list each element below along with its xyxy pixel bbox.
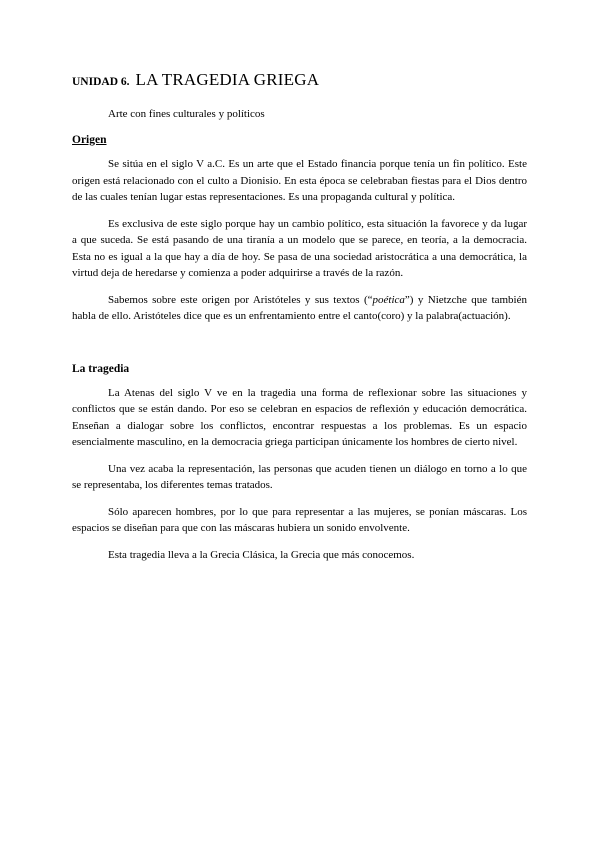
document-page [72, 70, 527, 573]
document-title [72, 70, 527, 90]
unit-title: LA TRAGEDIA GRIEGA [135, 70, 320, 89]
document-subtitle: Arte con fines culturales y políticos [108, 108, 265, 120]
paragraph: Una vez acaba la representación, las personas que acuden tienen un diálogo en torno a lo que se representaba, los diferentes temas tratados. [72, 462, 527, 491]
paragraph-text: ”) y Nietzche que también habla de ello. Aristóteles dice que es un enfrentamiento entre el canto(coro) y la palabra(actuación). [72, 293, 527, 322]
paragraph: Es exclusiva de este siglo porque hay un cambio político, esta situación la favorece y da lugar a que suceda. Se está pasando de una tiranía a un modelo que se parece, en teoría, a la democracia. Esta no es igual a la que hay a día de hoy. Se pasa de una sociedad aristocrática a una democrática, la virtud deja de heredarse y comienza a poder adquirirse a través de la razón. [72, 217, 527, 279]
section-la-tragedia [72, 363, 527, 564]
paragraph [72, 292, 527, 325]
section-heading: La tragedia [72, 362, 130, 375]
italic-text: poética [372, 293, 405, 306]
paragraph: Se sitúa en el siglo V a.C. Es un arte que el Estado financia porque tenía un fin político. Este origen está relacionado con el culto a Dionisio. En esta época se celebraban fiestas para el Dios dentro de las cuales tenían lugar estas representaciones. Es una propaganda cultural y política. [72, 158, 527, 203]
section-spacer [72, 335, 527, 363]
paragraph: Sólo aparecen hombres, por lo que para representar a las mujeres, se ponían máscaras. Los espacios se diseñan para que con las máscaras hubiera un sonido envolvente. [72, 505, 527, 534]
section-origen [72, 134, 527, 325]
paragraph: Esta tragedia lleva a la Grecia Clásica, la Grecia que más conocemos. [108, 548, 415, 561]
paragraph-text: Sabemos sobre este origen por Aristóteles y sus textos (“ [108, 293, 373, 306]
unit-label: UNIDAD 6. [72, 76, 130, 88]
paragraph: La Atenas del siglo V ve en la tragedia una forma de reflexionar sobre las situaciones y conflictos que se están dando. Por eso se celebran en espacios de reflexión y educación democrática. Enseñan a dialogar sobre los conflictos, encontrar respuestas a los problemas. Es un espacio esencialmente masculino, en la democracia griega participan únicamente los hombres de cierto nivel. [72, 386, 527, 448]
section-heading: Origen [72, 134, 107, 146]
